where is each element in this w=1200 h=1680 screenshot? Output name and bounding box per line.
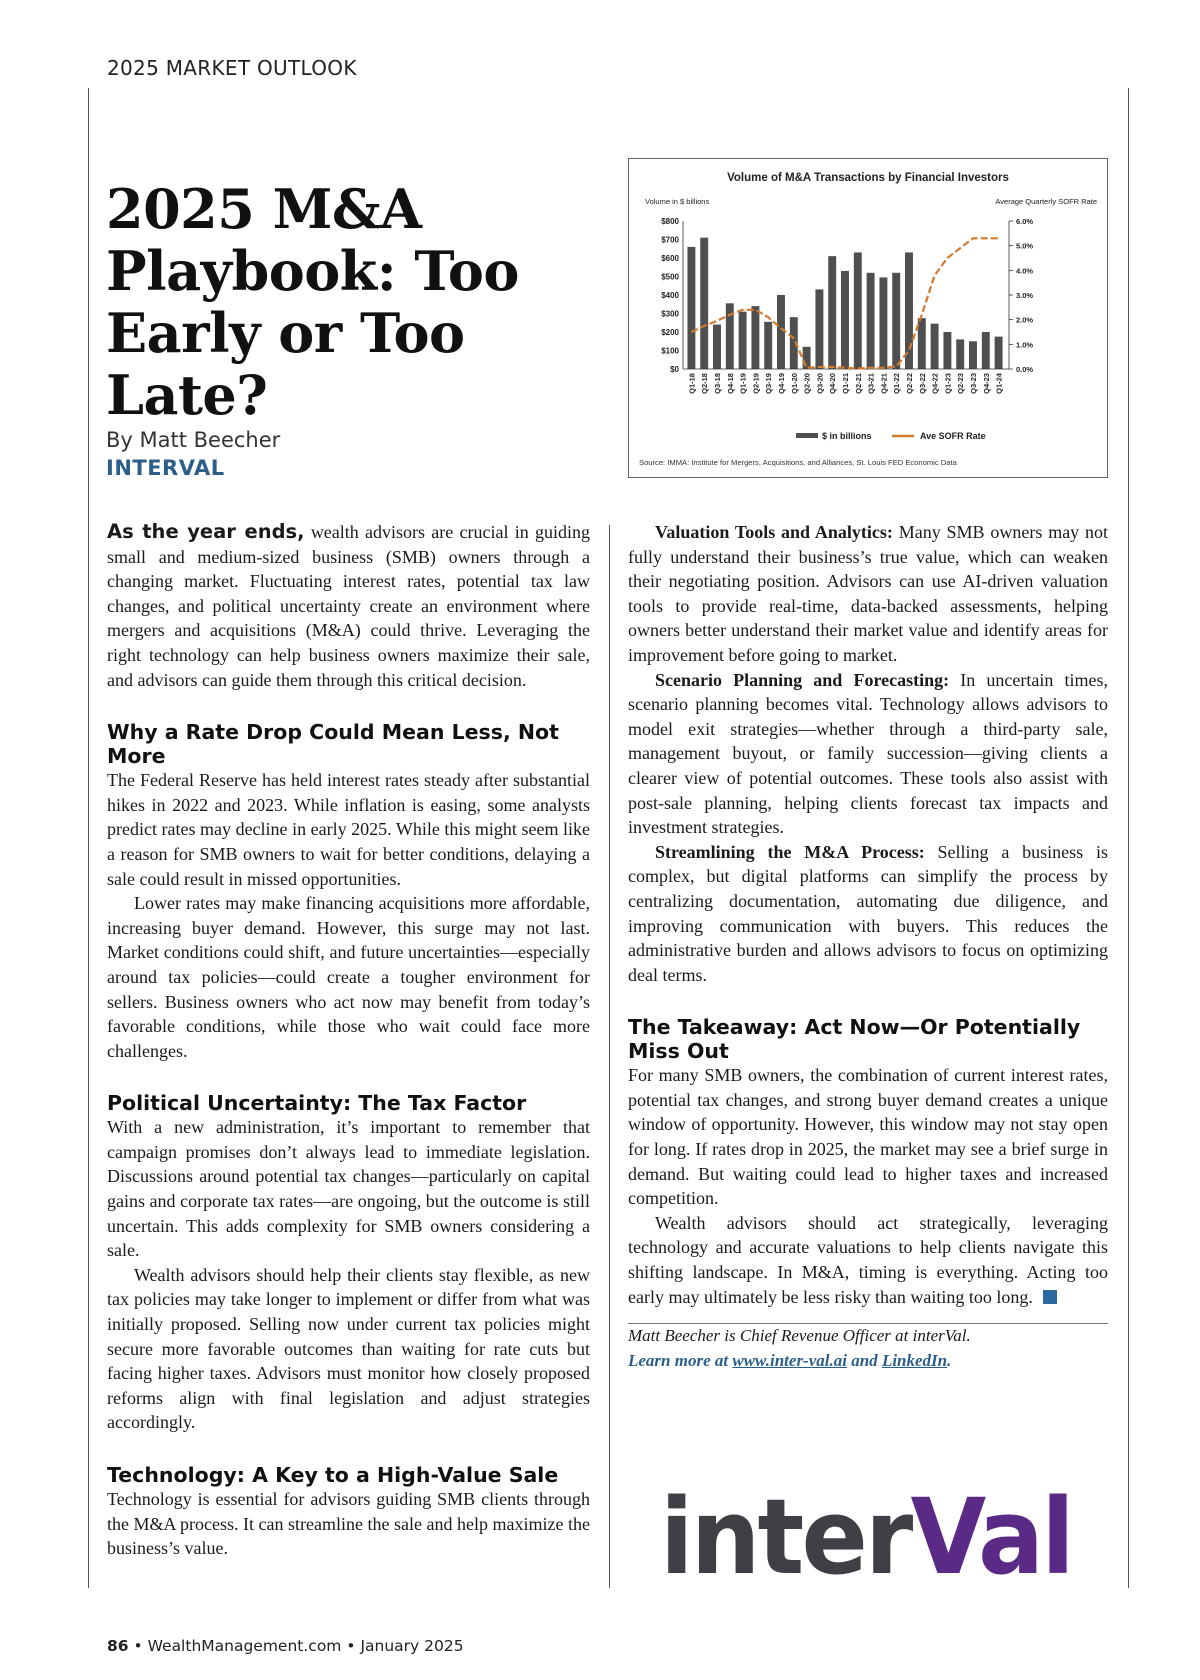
learn-and: and (851, 1350, 878, 1370)
left-column (107, 520, 590, 1561)
heading-takeaway: The Takeaway: Act Now—Or Potentially Miss Out (628, 1015, 1081, 1064)
y-tick-label: $300 (661, 309, 679, 319)
heading-technology: Technology: A Key to a High-Value Sale (107, 1463, 559, 1487)
technology-paragraph: Technology is essential for advisors guiding SMB clients through the M&A process. It can streamline the sale and help maximize the business’s value. (107, 1489, 590, 1559)
y2-tick-label: 3.0% (1016, 291, 1034, 300)
y2-tick-label: 0.0% (1016, 365, 1034, 374)
y-tick-label: $100 (661, 346, 679, 356)
x-tick-label: Q4-19 (777, 373, 786, 394)
linkedin-link[interactable]: LinkedIn (881, 1350, 948, 1370)
y2-tick-label: 5.0% (1016, 241, 1034, 251)
x-tick-label: Q3-22 (917, 373, 927, 394)
x-tick-label: Q4-22 (930, 373, 940, 394)
chart-bar (854, 252, 862, 369)
author-bio: Matt Beecher is Chief Revenue Officer at interVal. (628, 1326, 971, 1346)
scenario-text: In uncertain times, scenario planning becomes vital. Technology allows advisors to model exit strategies—whether through a third-party sale, management buyout, or family succession—giving clients a clearer view of potential outcomes. These tools also assist with post-sale planning, helping clients forecast tax impacts and investment strategies. (628, 669, 1108, 838)
company-name: INTERVAL (106, 456, 225, 480)
rate-drop-paragraph-1: The Federal Reserve has held interest rates steady after substantial hikes in 2022 and 2023. While inflation is easing, some analysts predict rates may decline in early 2025. While this might seem like a reason for SMB owners to wait for better conditions, delaying a sale could result in missed opportunities. (107, 770, 590, 889)
x-tick-label: Q1-19 (738, 373, 748, 394)
intro-text: wealth advisors are crucial in guiding small and medium-sized business (SMB) owners through a changing market. Fluctuating interest rates, potential tax law changes, and political uncertainty create an environment where mergers and acquisitions (M&A) could thrive. Leveraging the right technology can help business owners maximize their sale, and advisors can guide them through this critical decision. (107, 522, 590, 690)
x-tick-label: Q2-22 (905, 373, 914, 394)
valuation-paragraph (628, 520, 1108, 668)
political-paragraph-2: Wealth advisors should help their clients stay flexible, as new tax policies may take longer to implement or differ from what was initially proposed. Selling now under current tax policies might secure more favorable outcomes than waiting for rate cuts but facing higher taxes. Advisors must monitor how closely proposed reforms align with final legislation and adjust strategies accordingly. (107, 1264, 590, 1433)
takeaway-paragraph-2 (628, 1211, 1108, 1309)
takeaway-paragraph-1: For many SMB owners, the combination of current interest rates, potential tax changes, and strong buyer demand creates a unique window of opportunity. However, this window may not stay open for long. If rates drop in 2025, the market may see a brief surge in demand. But waiting could lead to higher taxes and increased competition. (628, 1065, 1108, 1209)
left-rule (88, 88, 89, 1588)
x-tick-label: Q2-19 (751, 373, 761, 394)
chart-y2label: Average Quarterly SOFR Rate (995, 197, 1097, 206)
svg-text:interVal (660, 1476, 1080, 1590)
political-paragraph-1: With a new administration, it’s important to remember that campaign promises don’t always lead to immediate legislation. Discussions around potential tax changes—particularly on capital gains and corporate tax rates—are ongoing, but the outcome is still uncertain. This adds complexity for SMB owners considering a sale. (107, 1117, 590, 1261)
takeaway-text-2: Wealth advisors should act strategically, leveraging technology and accurate valuations to help clients navigate this shifting landscape. In M&A, timing is everything. Acting too early may ultimately be less risky than waiting too long. (628, 1212, 1108, 1307)
footer-site: WealthManagement.com (147, 1637, 342, 1655)
x-tick-label: Q4-21 (879, 373, 889, 394)
chart-bar (905, 252, 913, 369)
chart-bar (687, 247, 695, 369)
x-tick-label: Q1-20 (789, 373, 799, 394)
x-tick-label: Q2-18 (700, 373, 710, 394)
website-link[interactable]: www.inter-val.ai (732, 1350, 847, 1370)
legend-bar-label: $ in billions (822, 431, 872, 441)
y-tick-label: $0 (670, 365, 679, 374)
chart-bar (841, 271, 849, 369)
byline: By Matt Beecher (106, 428, 281, 452)
chart-bar (828, 256, 836, 369)
footer-date: January 2025 (360, 1637, 464, 1655)
valuation-lead: Valuation Tools and Analytics: (655, 522, 893, 542)
chart-bar (995, 337, 1003, 369)
chart-bar (943, 332, 951, 369)
x-tick-label: Q2-20 (802, 373, 812, 394)
x-tick-label: Q3-21 (866, 373, 876, 394)
footer-sep-2: • (346, 1637, 356, 1655)
x-tick-label: Q4-18 (725, 373, 735, 394)
heading-political: Political Uncertainty: The Tax Factor (107, 1091, 527, 1116)
chart-figure (628, 158, 1108, 478)
chart-bar (700, 238, 708, 369)
y2-tick-label: 1.0% (1016, 340, 1034, 350)
chart-bar (739, 312, 747, 369)
x-tick-label: Q1-21 (841, 373, 850, 394)
y-tick-label: $600 (661, 254, 679, 263)
x-tick-label: Q1-24 (994, 373, 1004, 394)
y2-tick-label: 6.0% (1016, 217, 1034, 226)
chart-source: Source: IMMA: Institute for Mergers, Acquisitions, and Alliances, St. Louis FED Economic Data (639, 458, 957, 467)
chart-bar (918, 318, 926, 369)
x-tick-label: Q2-23 (956, 373, 966, 394)
footer-sep-1: • (133, 1637, 143, 1655)
section-label: 2025 MARKET OUTLOOK (107, 56, 357, 80)
chart-bar (751, 306, 759, 369)
chart-bar (713, 325, 721, 369)
chart-bar (777, 295, 785, 369)
article-title: 2025 M&A Playbook: Too Early or Too Late? (106, 177, 519, 427)
x-tick-label: Q4-23 (981, 373, 991, 394)
chart-bar (815, 289, 823, 369)
y-tick-label: $800 (661, 217, 679, 226)
legend-bar-swatch (796, 433, 818, 438)
y2-tick-label: 2.0% (1016, 315, 1034, 325)
page-number: 86 (107, 1637, 129, 1655)
x-tick-label: Q3-18 (713, 373, 722, 394)
chart-bar (879, 277, 887, 369)
learn-prefix: Learn more at (628, 1350, 729, 1370)
chart-bar (956, 339, 964, 369)
y-tick-label: $400 (661, 291, 679, 300)
center-rule (609, 525, 610, 1588)
logo-prefix: inter (660, 1476, 927, 1590)
chart-bar (764, 322, 772, 369)
chart-bar (892, 273, 900, 369)
x-tick-label: Q1-23 (943, 373, 953, 394)
intro-lead: As the year ends, (107, 520, 305, 543)
legend-line-label: Ave SOFR Rate (920, 431, 986, 441)
logo-suffix: Val (910, 1476, 1080, 1590)
streamlining-paragraph (628, 840, 1108, 988)
y2-tick-label: 4.0% (1016, 266, 1034, 276)
learn-more (628, 1349, 1108, 1374)
x-tick-label: Q1-22 (892, 373, 902, 394)
learn-suffix: . (947, 1350, 952, 1370)
y-tick-label: $700 (661, 235, 679, 245)
page-footer (107, 1637, 464, 1655)
x-tick-label: Q3-20 (815, 373, 825, 394)
right-rule (1128, 88, 1129, 1588)
chart-ylabel: Volume in $ billions (645, 197, 710, 206)
chart-title: Volume of M&A Transactions by Financial Investors (727, 172, 1009, 184)
chart-bar (931, 324, 939, 369)
streamlining-text: Selling a business is complex, but digital platforms can simplify the process by centralizing documentation, automating due diligence, and improving communication with buyers. This reduces the administrative burden and allows advisors to focus on optimizing deal terms. (628, 841, 1108, 985)
x-tick-label: Q1-18 (687, 373, 697, 394)
chart-bar (982, 332, 990, 369)
chart-bar (867, 273, 875, 369)
y-tick-label: $500 (661, 272, 679, 282)
end-mark-icon (1043, 1290, 1057, 1304)
intro-paragraph (107, 520, 590, 692)
interval-logo (660, 1470, 1080, 1594)
scenario-lead: Scenario Planning and Forecasting: (655, 669, 950, 690)
chart-bar (969, 341, 977, 369)
scenario-paragraph (628, 668, 1108, 840)
y-tick-label: $200 (661, 328, 679, 337)
x-tick-label: Q4-20 (828, 373, 838, 394)
chart-svg (629, 159, 1107, 477)
heading-rate-drop: Why a Rate Drop Could Mean Less, Not More (107, 720, 559, 769)
x-tick-label: Q3-23 (969, 373, 978, 394)
right-column (628, 520, 1108, 1373)
x-tick-label: Q2-21 (853, 373, 863, 394)
rate-drop-paragraph-2: Lower rates may make financing acquisitions more affordable, increasing buyer demand. However, this surge may not last. Market conditions could shift, and future uncertainties—especially around tax policies—could create a tougher environment for sellers. Business owners who act now may benefit from today’s favorable conditions, while those who wait could face more challenges. (107, 893, 590, 1061)
valuation-text: Many SMB owners may not fully understand their business’s true value, which can weaken their negotiating position. Advisors can use AI-driven valuation tools to provide real-time, data-backed assessments, helping owners better understand their market value and identify areas for improvement before going to market. (628, 522, 1109, 665)
x-tick-label: Q3-19 (764, 373, 774, 394)
streamlining-lead: Streamlining the M&A Process: (655, 841, 925, 862)
